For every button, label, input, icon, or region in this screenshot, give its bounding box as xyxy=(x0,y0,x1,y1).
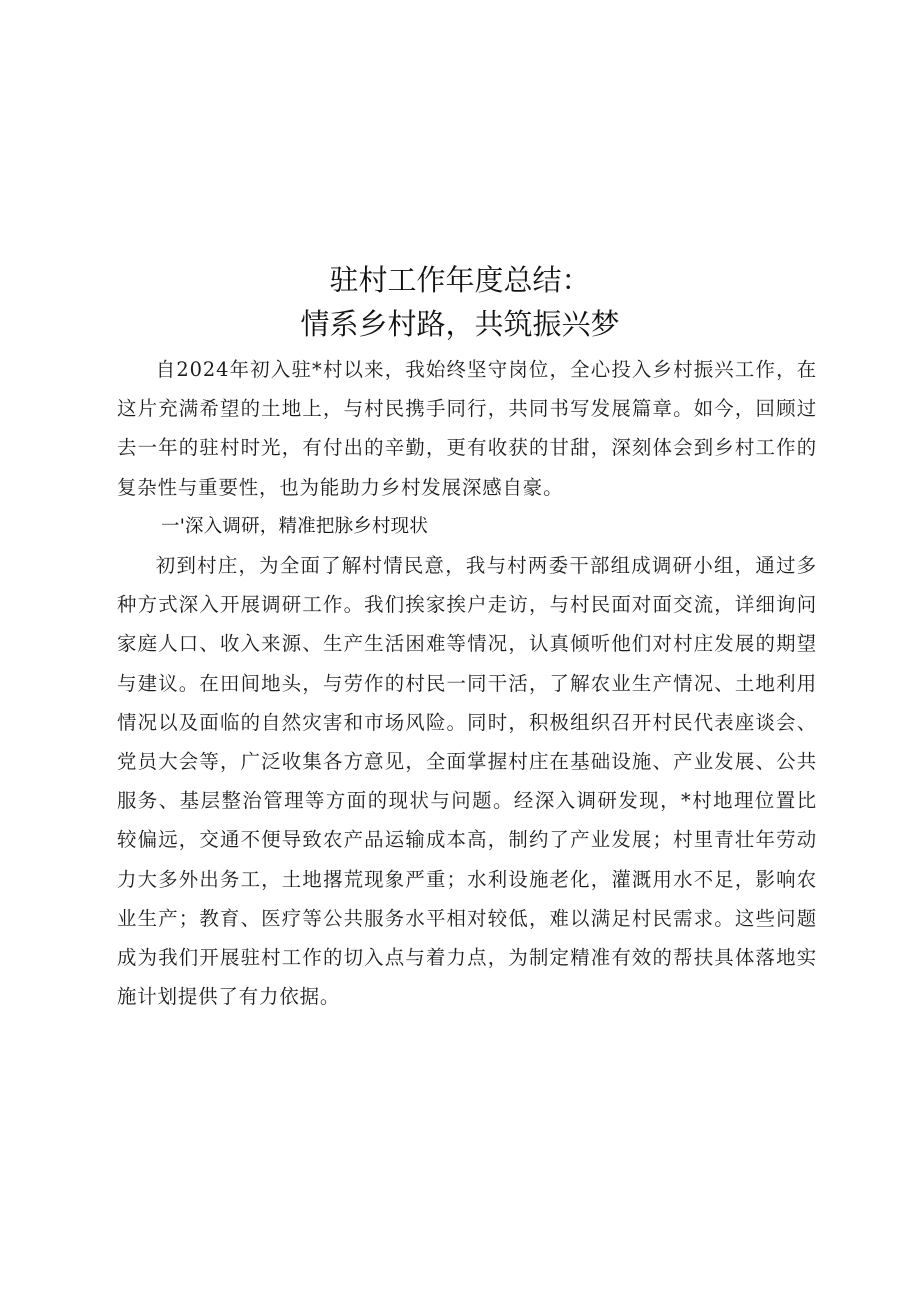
document-body xyxy=(117,350,817,1016)
document-title xyxy=(0,258,920,346)
title-line-1: 驻村工作年度总结： xyxy=(329,263,591,297)
section-heading-1: 一'深入调研，精准把脉乡村现状 xyxy=(161,515,429,537)
section-1-paragraph: 初到村庄，为全面了解村情民意，我与村两委干部组成调研小组，通过多种方式深入开展调研工作。我们挨家挨户走访，与村民面对面交流，详细询问家庭人口、收入来源、生产生活困难等情况，认真倾听他们对村庄发展的期望与建议。在田间地头，与劳作的村民一同干活，了解农业生产情况、土地利用情况以及面临的自然灾害和市场风险。同时，积极组织召开村民代表座谈会、党员大会等，广泛收集各方意见，全面掌握村庄在基础设施、产业发展、公共服务、基层整治管理等方面的现状与问题。经深入调研发现，*村地理位置比较偏远，交通不便导致农产品运输成本高，制约了产业发展；村里青壮年劳动力大多外出务工，土地撂荒现象严重；水利设施老化，灌溉用水不足，影响农业生产；教育、医疗等公共服务水平相对较低，难以满足村民需求。这些问题成为我们开展驻村工作的切入点与着力点，为制定精准有效的帮扶具体落地实施计划提供了有力依据。 xyxy=(117,554,817,1009)
title-line-2: 情系乡村路，共筑振兴梦 xyxy=(300,307,620,341)
intro-paragraph: 自2024年初入驻*村以来，我始终坚守岗位，全心投入乡村振兴工作，在这片充满希望的土地上，与村民携手同行，共同书写发展篇章。如今，回顾过去一年的驻村时光，有付出的辛勤，更有收获的甘甜，深刻体会到乡村工作的复杂性与重要性，也为能助力乡村发展深感自豪。 xyxy=(117,358,817,499)
